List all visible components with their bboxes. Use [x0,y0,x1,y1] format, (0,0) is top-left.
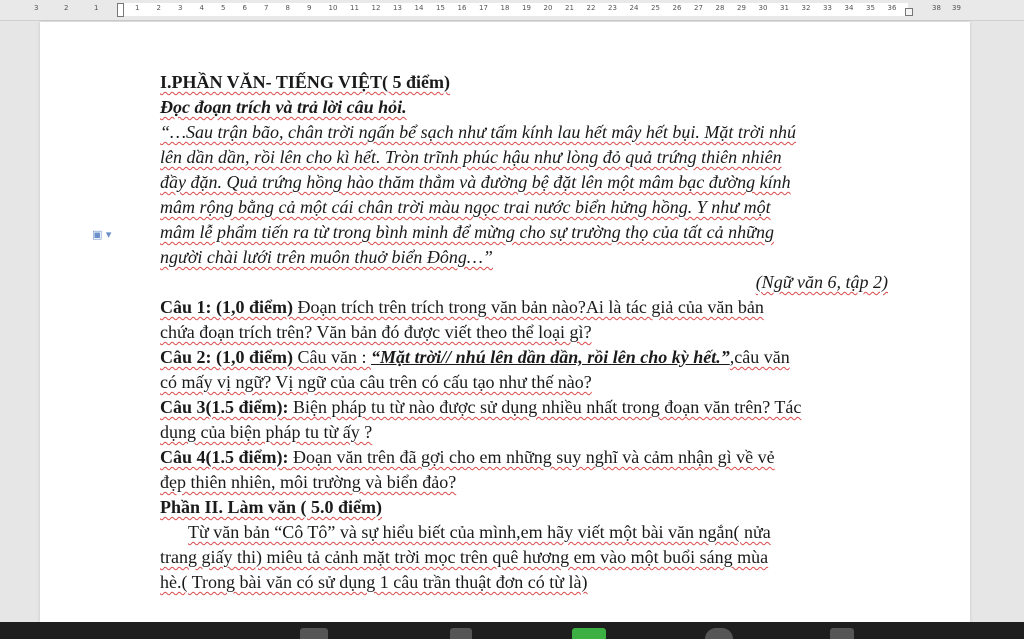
section-heading: I.PHẦN VĂN- TIẾNG VIỆT( 5 điểm) [160,72,451,92]
ruler-number: 33 [823,4,832,12]
ruler-number: 19 [522,4,531,12]
question-4: Câu 4(1.5 điểm): Đoạn văn trên đã gợi cho em những suy nghĩ và cảm nhận gì về vẻ [160,447,775,467]
part-2-heading: Phần II. Làm văn ( 5.0 điểm) [160,497,383,517]
ruler-number: 13 [393,4,402,12]
question-2: Câu 2: (1,0 điểm) Câu văn : “Mặt trời// nhú lên dần dần, rồi lên cho kỳ hết.”,câu văn [160,347,790,367]
ruler-number: 28 [715,4,725,12]
document-page[interactable] [40,22,970,622]
ruler-number: 11 [350,4,359,12]
question-3: Câu 3(1.5 điểm): Biện pháp tu từ nào được sử dụng nhiều nhất trong đoạn văn trên? Tác [160,397,802,417]
question-4-cont: đẹp thiên nhiên, môi trường và biển đảo? [160,472,457,492]
ruler-number: 1 [135,4,140,12]
passage-line-6: người chài lưới trên muôn thuở biển Đông…” [160,247,493,267]
ruler-number: 3 [178,4,183,12]
chat-icon[interactable] [450,628,472,639]
ruler-number: 24 [629,4,639,12]
ruler-number: 20 [543,4,553,12]
ruler-number: 29 [737,4,746,12]
ruler-number: 17 [479,4,488,12]
ruler-number: 5 [221,4,226,12]
ruler-number: 1 [94,4,99,12]
essay-line-1: Từ văn bản “Cô Tô” và sự hiểu biết của mình,em hãy viết một bài văn ngắn( nửa [188,522,771,542]
question-2-cont: có mấy vị ngữ? Vị ngữ của câu trên có cấu tạo như thế nào? [160,372,592,392]
ruler-number: 27 [694,4,703,12]
question-1: Câu 1: (1,0 điểm) Đoạn trích trên trích trong văn bản nào?Ai là tác giả của văn bản [160,297,764,317]
ruler-number: 2 [64,4,69,12]
ruler-number: 22 [586,4,596,12]
ruler-number: 12 [371,4,381,12]
right-indent-marker[interactable] [905,8,913,16]
passage-line-5: mâm lễ phẩm tiến ra từ trong bình minh để mừng cho sự trường thọ của tất cả những [160,222,774,242]
ruler-number: 39 [952,4,961,12]
ruler-number: 31 [780,4,789,12]
question-3-cont: dụng của biện pháp tu từ ấy ? [160,422,373,442]
document-content[interactable] [160,70,960,595]
ruler-number: 30 [758,4,768,12]
source-citation: (Ngữ văn 6, tập 2) [755,272,888,292]
ruler-number: 15 [436,4,445,12]
ruler-number: 10 [328,4,338,12]
indent-marker[interactable] [117,3,124,17]
horizontal-ruler[interactable] [0,0,1024,21]
ruler-number: 35 [866,4,875,12]
ruler-numbers [0,3,1024,17]
ruler-number: 14 [414,4,424,12]
passage-line-2: lên dần dần, rồi lên cho kì hết. Tròn trĩnh phúc hậu như lòng đỏ quả trứng thiên nhiên [160,147,782,167]
ruler-number: 36 [887,4,897,12]
ruler-number: 18 [500,4,510,12]
essay-line-2: trang giấy thi) miêu tả cảnh mặt trời mọc trên quê hương em vào một buổi sáng mùa [160,547,769,567]
question-4-label: Câu 4(1.5 điểm): [160,447,289,467]
passage-line-3: đầy đặn. Quả trứng hồng hào thăm thẳm và đường bệ đặt lên một mâm bạc đường kính [160,172,791,192]
instruction-line: Đọc đoạn trích và trả lời câu hỏi. [160,97,407,117]
question-1-cont: chứa đoạn trích trên? Văn bản đó được viết theo thể loại gì? [160,322,592,342]
ruler-number: 32 [801,4,811,12]
share-icon[interactable] [572,628,606,639]
ruler-number: 3 [34,4,39,12]
ruler-number: 25 [651,4,660,12]
paragraph-options-icon[interactable]: ▣ ▾ [92,228,112,241]
question-1-label: Câu 1: (1,0 điểm) [160,297,293,317]
people-icon[interactable] [300,628,328,639]
record-icon[interactable] [705,628,733,639]
ruler-number: 38 [932,4,941,12]
ruler-number: 9 [307,4,312,12]
ruler-number: 4 [199,4,204,12]
meeting-toolbar [0,622,1024,639]
ruler-number: 7 [264,4,269,12]
essay-line-3: hè.( Trong bài văn có sử dụng 1 câu trần thuật đơn có từ là) [160,572,588,592]
ruler-number: 2 [156,4,161,12]
ruler-number: 16 [457,4,467,12]
ruler-number: 21 [565,4,574,12]
ruler-number: 34 [844,4,854,12]
quoted-sentence: “Mặt trời// nhú lên dần dần, rồi lên cho kỳ hết.” [371,347,730,367]
passage-line-1: “…Sau trận bão, chân trời ngấn bể sạch như tấm kính lau hết mây hết bụi. Mặt trời nhú [160,122,796,142]
ruler-number: 26 [672,4,682,12]
ruler-number: 23 [608,4,617,12]
question-2-label: Câu 2: (1,0 điểm) [160,347,293,367]
reactions-icon[interactable] [830,628,854,639]
ruler-number: 6 [242,4,247,12]
question-3-label: Câu 3(1.5 điểm): [160,397,289,417]
ruler-number: 8 [285,4,290,12]
passage-line-4: mâm rộng bằng cả một cái chân trời màu ngọc trai nước biển hửng hồng. Y như một [160,197,771,217]
